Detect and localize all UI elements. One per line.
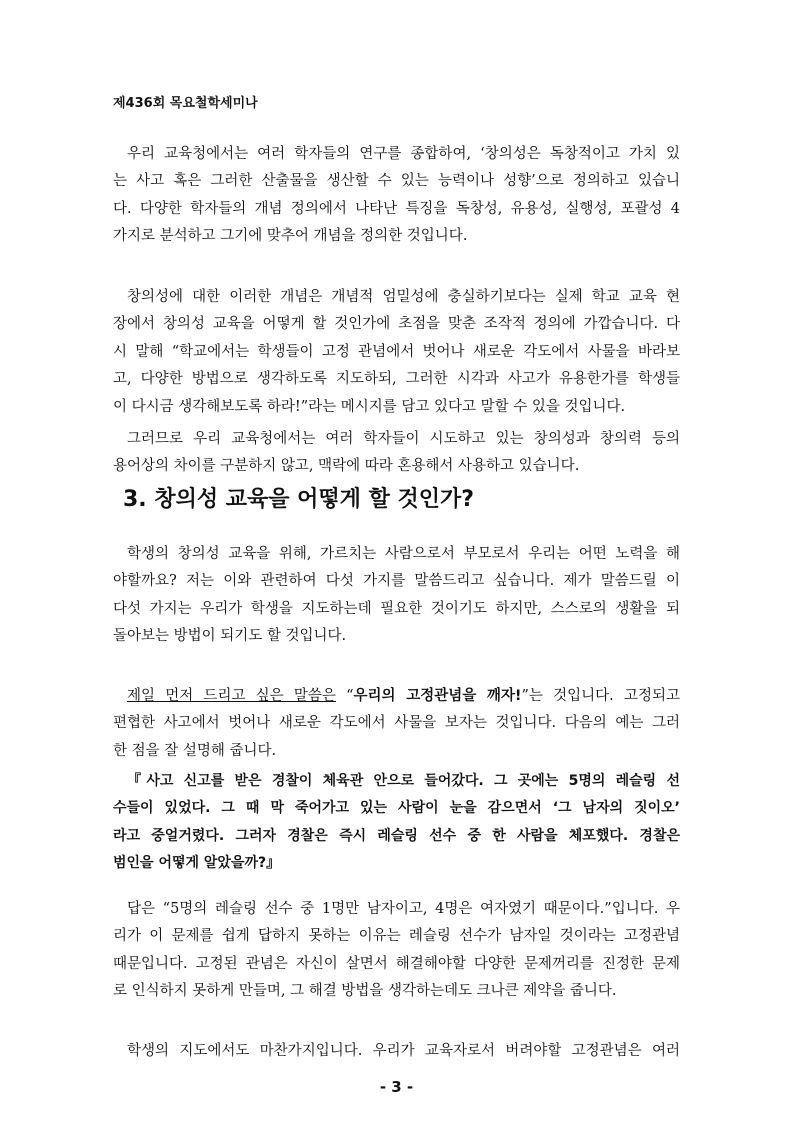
text-line: 『사고 신고를 받은 경찰이 체육관 안으로 들어갔다. 그 곳에는 5명의 레슬링 선 bbox=[127, 773, 680, 789]
text-line: 우리 교육청에서는 여러 학자들의 연구를 종합하여, ‘창의성은 독창적이고 가치 있 bbox=[127, 146, 680, 162]
text-line: 범인을 어떻게 알았을까?』 bbox=[113, 855, 281, 872]
text-line: 는 사고 혹은 그러한 산출물을 생산할 수 있는 능력이나 성향’으로 정의하고 있습니 bbox=[113, 173, 680, 190]
text-line: 가지로 분석하고 그기에 맞추어 개념을 정의한 것입니다. bbox=[113, 228, 468, 245]
paragraph-6 bbox=[113, 896, 680, 1006]
paragraph-2 bbox=[113, 284, 680, 421]
text-line: 리가 이 문제를 쉽게 답하지 못하는 이유는 레슬링 선수가 남자일 것이라는 고정관념 bbox=[113, 928, 680, 945]
running-header: 제436회 목요철학세미나 bbox=[113, 96, 258, 111]
text-line: 한 점을 잘 설명해 줍니다. bbox=[113, 742, 277, 759]
paragraph-7 bbox=[113, 1038, 680, 1065]
text-line: 다섯 가지는 우리가 학생을 지도하는데 필요한 것이기도 하지만, 스스로의 생활을 되 bbox=[113, 600, 680, 617]
text-line: 라고 중얼거렸다. 그러자 경찰은 즉시 레슬링 선수 중 한 사람을 체포했다. 경찰은 bbox=[113, 827, 680, 844]
underlined-text: 제일 먼저 드리고 싶은 말씀은 bbox=[127, 688, 336, 704]
text-line: 고, 다양한 방법으로 생각하도록 지도하되, 그러한 시각과 사고가 유용한가를 학생들 bbox=[113, 371, 680, 388]
text-line bbox=[113, 683, 680, 710]
paragraph-4 bbox=[113, 541, 680, 651]
text-line: 창의성에 대한 이러한 개념은 개념적 엄밀성에 충실하기보다는 실제 학교 교육 현 bbox=[127, 289, 680, 305]
text-line: 야할까요? 저는 이와 관련하여 다섯 가지를 말씀드리고 싶습니다. 제가 말씀드릴 이 bbox=[113, 573, 680, 590]
text-line: 이 다시금 생각해보도록 하라!”라는 메시지를 담고 있다고 말할 수 있을 것입니다. bbox=[113, 398, 626, 415]
bold-emphasis: 우리의 고정관념을 깨자! bbox=[353, 688, 522, 704]
text-line: 시 말해 “학교에서는 학생들이 고정 관념에서 벗어나 새로운 각도에서 사물을 바라보 bbox=[113, 343, 680, 360]
text-line: 수들이 있었다. 그 때 막 죽어가고 있는 사람이 눈을 감으면서 ‘그 남자의 짓이오’ bbox=[113, 800, 680, 817]
text-line: 돌아보는 방법이 되기도 할 것입니다. bbox=[113, 628, 347, 645]
paragraph-1 bbox=[113, 141, 680, 251]
text-line: 용어상의 차이를 구분하지 않고, 맥락에 따라 혼용해서 사용하고 있습니다. bbox=[113, 458, 580, 475]
paragraph-3 bbox=[113, 426, 680, 481]
text-line: 로 인식하지 못하게 만들며, 그 해결 방법을 생각하는데도 크나큰 제약을 줍니다. bbox=[113, 983, 617, 1000]
quote-mark: “ bbox=[335, 688, 354, 704]
quote-block bbox=[113, 768, 680, 878]
text-run: ”는 것입니다. 고정되고 bbox=[521, 688, 680, 704]
text-line: 학생의 창의성 교육을 위해, 가르치는 사람으로서 부모로서 우리는 어떤 노력을 해 bbox=[127, 546, 680, 562]
text-line: 때문입니다. 고정된 관념은 자신이 살면서 해결해야할 다양한 문제꺼리를 진정한 문제 bbox=[113, 955, 680, 972]
section-heading: 3. 창의성 교육을 어떻게 할 것인가? bbox=[123, 487, 474, 512]
page-number: - 3 - bbox=[379, 1078, 414, 1096]
paragraph-5 bbox=[113, 683, 680, 765]
text-line: 그러므로 우리 교육청에서는 여러 학자들이 시도하고 있는 창의성과 창의력 등의 bbox=[127, 431, 680, 447]
text-line: 답은 “5명의 레슬링 선수 중 1명만 남자이고, 4명은 여자였기 때문이다.”입니다. 우 bbox=[127, 901, 680, 917]
text-line: 다. 다양한 학자들의 개념 정의에서 나타난 특징을 독창성, 유용성, 실행성, 포괄성 4 bbox=[113, 200, 680, 217]
text-line: 학생의 지도에서도 마찬가지입니다. 우리가 교육자로서 버려야할 고정관념은 여러 bbox=[127, 1043, 680, 1059]
text-line: 편협한 사고에서 벗어나 새로운 각도에서 사물을 보자는 것입니다. 다음의 예는 그러 bbox=[113, 715, 680, 732]
text-line: 장에서 창의성 교육을 어떻게 할 것인가에 초점을 맞춘 조작적 정의에 가깝습니다. 다 bbox=[113, 316, 680, 333]
